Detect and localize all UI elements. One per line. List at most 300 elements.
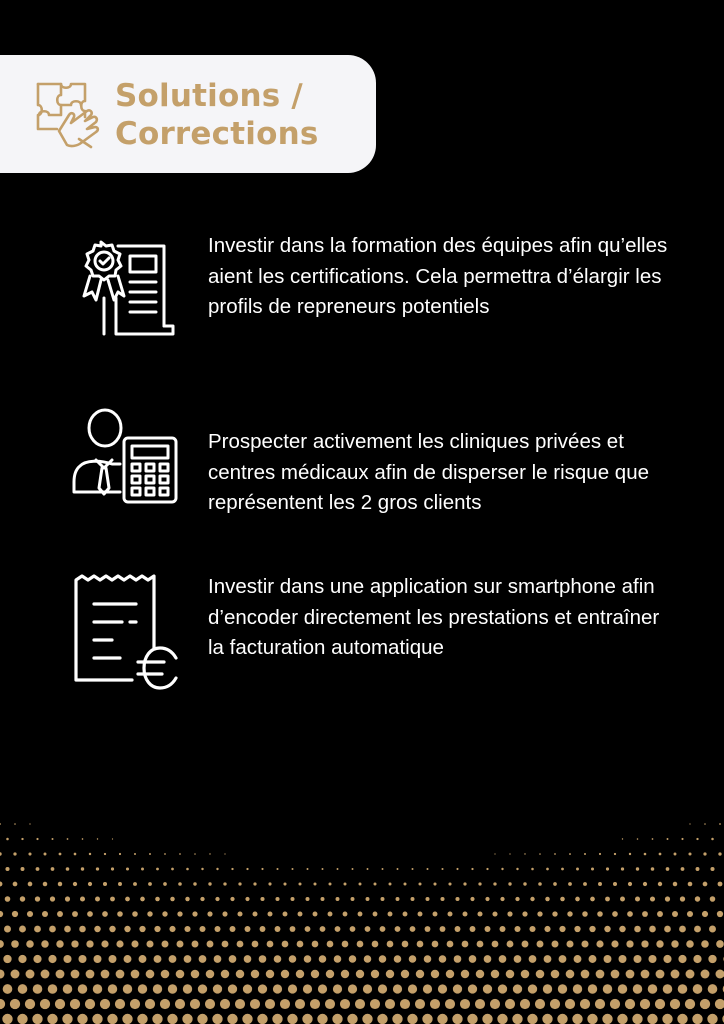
halftone-dot xyxy=(119,853,121,855)
halftone-dot xyxy=(509,853,510,854)
halftone-dot xyxy=(161,970,170,979)
halftone-dot xyxy=(663,984,673,994)
halftone-dot xyxy=(0,940,4,948)
halftone-dot xyxy=(87,911,93,917)
halftone-dot xyxy=(275,926,281,932)
halftone-dot xyxy=(185,897,189,901)
halftone-dot xyxy=(102,911,108,917)
halftone-dot xyxy=(462,911,467,916)
halftone-dot xyxy=(710,867,714,871)
halftone-dot xyxy=(430,999,440,1009)
halftone-dot xyxy=(418,912,423,917)
halftone-dot xyxy=(156,868,159,871)
halftone-dot xyxy=(445,999,455,1009)
halftone-dot xyxy=(367,868,369,870)
halftone-dot xyxy=(186,868,189,871)
halftone-dot xyxy=(207,941,214,948)
halftone-dot xyxy=(244,955,252,963)
halftone-dot xyxy=(44,853,47,856)
halftone-dot xyxy=(276,868,278,870)
halftone-dot xyxy=(499,955,507,963)
halftone-dot xyxy=(3,984,13,994)
halftone-dot xyxy=(522,941,529,948)
halftone-dot xyxy=(36,867,40,871)
halftone-dot xyxy=(467,1014,477,1024)
halftone-dot xyxy=(618,955,626,963)
halftone-dot xyxy=(86,940,93,947)
halftone-dot xyxy=(355,999,365,1009)
halftone-dot xyxy=(290,897,294,901)
halftone-dot xyxy=(216,868,218,870)
halftone-dot xyxy=(663,955,671,963)
halftone-dot xyxy=(493,882,496,885)
halftone-dot xyxy=(111,867,114,870)
halftone-dot xyxy=(598,882,602,886)
halftone-dot xyxy=(656,940,663,947)
halftone-dot xyxy=(350,926,356,932)
halftone-dot xyxy=(454,955,462,963)
halftone-dot xyxy=(117,911,123,917)
halftone-dot xyxy=(640,999,650,1009)
halftone-dot xyxy=(708,984,718,994)
halftone-dot xyxy=(416,970,424,978)
halftone-dot xyxy=(567,911,572,916)
halftone-dot xyxy=(36,838,38,840)
halftone-dot xyxy=(347,1014,357,1024)
halftone-dot xyxy=(282,941,289,948)
halftone-dot xyxy=(109,926,115,932)
halftone-dot xyxy=(492,911,497,916)
halftone-dot xyxy=(633,955,641,963)
halftone-dot xyxy=(5,867,9,871)
halftone-dot xyxy=(664,926,671,933)
halftone-dot xyxy=(456,868,458,870)
halftone-dot xyxy=(71,940,78,947)
halftone-dot xyxy=(358,912,363,917)
halftone-dot xyxy=(64,926,71,933)
halftone-dot xyxy=(132,911,138,917)
halftone-dot xyxy=(418,882,421,885)
halftone-dot xyxy=(604,955,612,963)
halftone-dot xyxy=(626,970,635,979)
halftone-dot xyxy=(521,970,530,979)
halftone-dot xyxy=(62,1014,72,1024)
halftone-dot xyxy=(693,955,701,963)
halftone-dot xyxy=(18,955,26,963)
halftone-dot xyxy=(643,882,647,886)
halftone-dot xyxy=(108,984,117,993)
halftone-dot xyxy=(27,911,33,917)
halftone-dot xyxy=(537,911,542,916)
halftone-dot xyxy=(649,926,656,933)
halftone-dot xyxy=(77,1014,87,1024)
halftone-dot xyxy=(198,984,207,993)
halftone-dot xyxy=(703,852,706,855)
halftone-dot xyxy=(373,912,378,917)
halftone-dot xyxy=(280,999,290,1009)
halftone-dot xyxy=(395,926,401,932)
halftone-dot xyxy=(538,882,542,886)
halftone-dot xyxy=(522,911,527,916)
halftone-dot xyxy=(237,911,242,916)
halftone-dot xyxy=(603,984,612,993)
halftone-dot xyxy=(674,853,677,856)
halftone-dot xyxy=(704,823,706,825)
halftone-dot xyxy=(287,1014,297,1024)
halftone-dot xyxy=(258,984,267,993)
halftone-dot xyxy=(222,911,227,916)
halftone-dot xyxy=(508,882,511,885)
halftone-dot xyxy=(575,897,580,902)
halftone-dot xyxy=(72,911,78,917)
halftone-dot xyxy=(387,941,394,948)
halftone-dot xyxy=(50,896,55,901)
halftone-dot xyxy=(58,882,62,886)
halftone-dot xyxy=(478,882,481,885)
halftone-dot xyxy=(568,882,572,886)
halftone-dot xyxy=(622,838,623,839)
halftone-dot xyxy=(401,970,409,978)
halftone-dot xyxy=(469,955,477,963)
halftone-dot xyxy=(580,999,590,1009)
halftone-dot xyxy=(659,853,662,856)
halftone-dot xyxy=(311,970,319,978)
halftone-dot xyxy=(462,941,469,948)
halftone-dot xyxy=(252,941,259,948)
halftone-dot xyxy=(342,941,349,948)
halftone-dot xyxy=(222,941,229,948)
halftone-dot xyxy=(647,1014,657,1024)
halftone-dot xyxy=(107,1014,117,1024)
halftone-dot xyxy=(514,926,520,932)
halftone-dot xyxy=(708,955,716,963)
halftone-dot xyxy=(251,970,259,978)
halftone-dot xyxy=(701,970,710,979)
halftone-dot xyxy=(483,984,492,993)
halftone-dot xyxy=(707,1014,717,1024)
halftone-dot xyxy=(250,999,260,1009)
halftone-dot xyxy=(295,999,305,1009)
halftone-dot xyxy=(651,867,655,871)
halftone-dot xyxy=(152,1014,162,1024)
halftone-dot xyxy=(193,882,196,885)
halftone-dot xyxy=(246,868,248,870)
halftone-dot xyxy=(529,955,537,963)
halftone-dot xyxy=(410,926,416,932)
halftone-dot xyxy=(440,897,444,901)
halftone-dot xyxy=(245,926,251,932)
halftone-dot xyxy=(396,897,400,901)
halftone-dot xyxy=(719,823,721,825)
halftone-dot xyxy=(448,912,453,917)
halftone-dot xyxy=(656,970,665,979)
halftone-dot xyxy=(433,912,438,917)
halftone-dot xyxy=(297,941,304,948)
halftone-dot xyxy=(711,838,714,841)
halftone-dot xyxy=(177,941,184,948)
halftone-dot xyxy=(700,999,710,1009)
halftone-dot xyxy=(512,1014,522,1024)
halftone-dot xyxy=(33,984,43,994)
halftone-dot xyxy=(325,999,335,1009)
halftone-dot xyxy=(200,897,204,901)
halftone-dot xyxy=(650,896,655,901)
halftone-dot xyxy=(618,984,628,994)
halftone-dot xyxy=(477,911,482,916)
halftone-dot xyxy=(170,897,175,902)
halftone-dot xyxy=(380,926,386,932)
halftone-dot xyxy=(523,882,526,885)
halftone-dot xyxy=(333,984,342,993)
halftone-dot xyxy=(655,999,665,1009)
halftone-dot xyxy=(718,852,721,855)
halftone-dot xyxy=(41,940,48,947)
halftone-dot xyxy=(177,911,182,916)
halftone-dot xyxy=(140,897,145,902)
halftone-dot xyxy=(190,999,200,1009)
halftone-dot xyxy=(374,883,377,886)
halftone-dot xyxy=(402,941,409,948)
halftone-dot xyxy=(0,911,3,917)
halftone-dot xyxy=(559,926,565,932)
halftone-dot xyxy=(352,868,354,870)
halftone-dot xyxy=(47,1014,57,1024)
halftone-dot xyxy=(431,970,439,978)
halftone-dot xyxy=(506,970,515,979)
halftone-dot xyxy=(582,911,588,917)
halftone-dot xyxy=(35,896,40,901)
halftone-dot xyxy=(446,970,454,978)
halftone-dot xyxy=(426,868,428,870)
halftone-dot xyxy=(179,853,181,855)
halftone-dot xyxy=(206,970,215,979)
halftone-dot xyxy=(552,911,557,916)
halftone-dot xyxy=(52,838,54,840)
halftone-dot xyxy=(253,882,256,885)
halftone-dot xyxy=(0,823,1,825)
halftone-dot xyxy=(161,940,168,947)
halftone-dot xyxy=(191,970,200,979)
halftone-dot xyxy=(149,853,151,855)
halftone-dot xyxy=(687,911,693,917)
halftone-dot xyxy=(544,955,552,963)
halftone-dot xyxy=(168,984,177,993)
halftone-dot xyxy=(559,955,567,963)
halftone-dot xyxy=(94,926,101,933)
halftone-dot xyxy=(3,955,11,963)
halftone-dot xyxy=(409,955,417,963)
halftone-dot xyxy=(460,999,470,1009)
halftone-dot xyxy=(124,926,130,932)
halftone-dot xyxy=(348,984,357,993)
halftone-dot xyxy=(576,868,579,871)
halftone-dot xyxy=(537,941,544,948)
halftone-dot xyxy=(492,941,499,948)
halftone-dot xyxy=(153,984,162,993)
halftone-dot xyxy=(257,1014,267,1024)
halftone-dot xyxy=(322,868,324,870)
halftone-dot xyxy=(596,940,603,947)
halftone-dot xyxy=(379,955,387,963)
halftone-dot xyxy=(588,984,597,993)
halftone-dot xyxy=(2,1014,12,1024)
halftone-dot xyxy=(147,911,152,916)
halftone-dot xyxy=(95,897,100,902)
halftone-dot xyxy=(260,926,266,932)
halftone-dot xyxy=(612,911,618,917)
halftone-dot xyxy=(415,999,425,1009)
halftone-dot xyxy=(642,911,648,917)
halftone-dot xyxy=(394,955,402,963)
halftone-dot xyxy=(371,970,379,978)
halftone-dot xyxy=(544,926,550,932)
halftone-dot xyxy=(155,897,160,902)
halftone-dot xyxy=(275,897,279,901)
halftone-dot xyxy=(693,984,703,994)
halftone-dot xyxy=(245,897,249,901)
halftone-dot xyxy=(145,999,155,1009)
halftone-dot xyxy=(551,970,560,979)
halftone-dot xyxy=(349,955,357,963)
halftone-dot xyxy=(116,940,123,947)
halftone-dot xyxy=(475,999,485,1009)
halftone-dot xyxy=(80,896,85,901)
halftone-dot xyxy=(146,940,153,947)
halftone-dot xyxy=(671,940,678,947)
halftone-dot xyxy=(123,984,132,993)
halftone-dot xyxy=(494,853,495,854)
halftone-dot xyxy=(581,940,588,947)
halftone-dot xyxy=(141,868,144,871)
halftone-dot xyxy=(93,955,101,963)
halftone-dot xyxy=(265,999,275,1009)
halftone-dot xyxy=(678,984,688,994)
halftone-dot xyxy=(175,999,185,1009)
halftone-dot xyxy=(441,868,443,870)
halftone-dot xyxy=(56,940,63,947)
halftone-dot xyxy=(78,984,88,994)
halftone-dot xyxy=(400,999,410,1009)
halftone-dot xyxy=(160,999,170,1009)
halftone-dot xyxy=(20,896,25,901)
halftone-dot xyxy=(546,868,549,871)
halftone-dot xyxy=(115,999,125,1009)
halftone-dot xyxy=(259,955,267,963)
halftone-dot xyxy=(268,912,273,917)
halftone-dot xyxy=(370,999,380,1009)
halftone-dot xyxy=(470,926,476,932)
halftone-dot xyxy=(212,1014,222,1024)
halftone-dot xyxy=(629,853,631,855)
halftone-dot xyxy=(340,999,350,1009)
halftone-dot xyxy=(597,911,603,917)
halftone-dot xyxy=(677,1014,687,1024)
halftone-dot xyxy=(596,970,605,979)
accountant-calculator-icon xyxy=(72,408,178,506)
halftone-dot xyxy=(171,868,174,871)
halftone-dot xyxy=(527,1014,537,1024)
halftone-dot xyxy=(461,970,469,978)
halftone-dot xyxy=(208,882,211,885)
halftone-dot xyxy=(516,868,518,870)
halftone-dot xyxy=(288,984,297,993)
halftone-dot xyxy=(10,999,20,1009)
halftone-dot xyxy=(312,941,319,948)
halftone-dot xyxy=(26,970,35,979)
halftone-dot xyxy=(422,1014,432,1024)
halftone-dot xyxy=(417,941,424,948)
halftone-dot xyxy=(397,868,399,870)
halftone-dot xyxy=(81,867,84,870)
halftone-dot xyxy=(574,926,580,932)
halftone-dot xyxy=(565,999,575,1009)
halftone-dot xyxy=(543,984,552,993)
halftone-dot xyxy=(231,868,233,870)
halftone-dot xyxy=(584,853,586,855)
halftone-dot xyxy=(536,970,545,979)
halftone-dot xyxy=(670,999,680,1009)
halftone-dot xyxy=(124,955,132,963)
halftone-dot xyxy=(378,984,387,993)
halftone-dot xyxy=(513,984,522,993)
halftone-dot xyxy=(283,912,288,917)
halftone-dot xyxy=(621,867,624,870)
halftone-dot xyxy=(365,926,371,932)
halftone-dot xyxy=(515,897,519,901)
item-text: Prospecter activement les cliniques privées et centres médicaux afin de disperser le risque que représentent les 2 gros clients xyxy=(208,430,649,514)
halftone-dot xyxy=(627,911,633,917)
halftone-dot xyxy=(695,896,700,901)
halftone-dot xyxy=(56,970,65,979)
halftone-dot xyxy=(590,897,595,902)
halftone-dot xyxy=(641,970,650,979)
halftone-dot xyxy=(632,1014,642,1024)
halftone-dot xyxy=(386,970,394,978)
halftone-dot xyxy=(703,882,708,887)
halftone-dot xyxy=(531,868,534,871)
halftone-dot xyxy=(79,926,86,933)
halftone-dot xyxy=(688,852,691,855)
halftone-dot xyxy=(283,882,286,885)
halftone-dot xyxy=(67,838,69,840)
halftone-dot xyxy=(574,955,582,963)
halftone-dot xyxy=(408,984,417,993)
halftone-dot xyxy=(335,926,341,932)
halftone-dot xyxy=(305,926,311,932)
halftone-dot xyxy=(438,984,447,993)
halftone-dot xyxy=(289,955,297,963)
halftone-dot xyxy=(648,955,656,963)
halftone-dot xyxy=(70,999,80,1009)
halftone-dot xyxy=(237,941,244,948)
halftone-dot xyxy=(116,970,125,979)
halftone-dot xyxy=(636,867,639,870)
halftone-dot xyxy=(229,955,237,963)
invoice-euro-icon xyxy=(74,574,180,692)
halftone-dot xyxy=(194,853,196,855)
halftone-dot xyxy=(13,882,18,887)
halftone-dot xyxy=(101,940,108,947)
halftone-dot xyxy=(696,867,700,871)
halftone-dot xyxy=(611,970,620,979)
halftone-dot xyxy=(404,883,407,886)
halftone-dot xyxy=(644,853,647,856)
halftone-dot xyxy=(321,897,325,901)
halftone-dot xyxy=(215,897,219,901)
halftone-dot xyxy=(28,882,33,887)
halftone-dot xyxy=(131,970,140,979)
halftone-dot xyxy=(539,853,541,855)
